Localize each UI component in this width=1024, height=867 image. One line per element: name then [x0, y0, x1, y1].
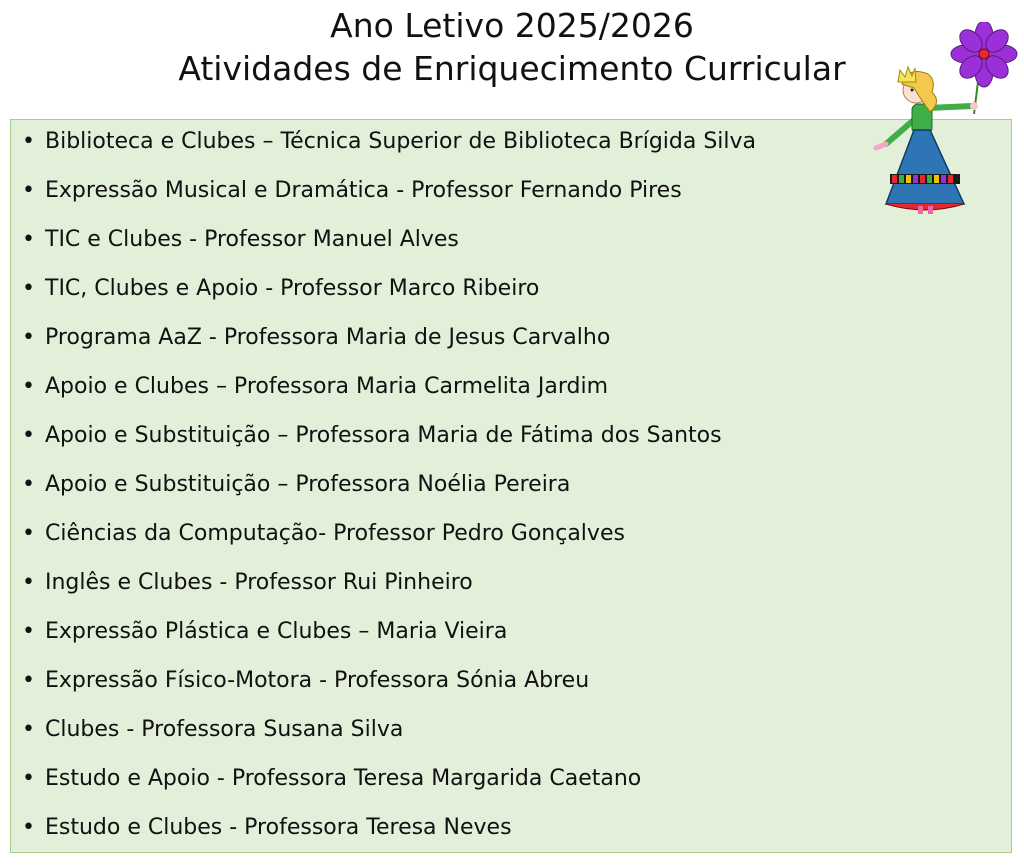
bullet-icon: • — [22, 276, 35, 301]
list-item-text: Expressão Físico-Motora - Professora Sónia Abreu — [45, 668, 590, 693]
bullet-icon: • — [22, 521, 35, 546]
activities-panel — [10, 119, 1012, 853]
list-item-text: Inglês e Clubes - Professor Rui Pinheiro — [45, 570, 473, 595]
list-item-text: Expressão Musical e Dramática - Professor Fernando Pires — [45, 178, 682, 203]
bullet-icon: • — [22, 423, 35, 448]
list-item-text: Apoio e Substituição – Professora Maria de Fátima dos Santos — [45, 423, 722, 448]
bullet-icon: • — [22, 766, 35, 791]
bullet-icon: • — [22, 472, 35, 497]
bullet-icon: • — [22, 227, 35, 252]
list-item-text: Expressão Plástica e Clubes – Maria Vieira — [45, 619, 508, 644]
list-item-text: Programa AaZ - Professora Maria de Jesus Carvalho — [45, 325, 611, 350]
list-item-text: Apoio e Clubes – Professora Maria Carmelita Jardim — [45, 374, 609, 399]
bullet-icon: • — [22, 717, 35, 742]
bullet-icon: • — [22, 129, 35, 154]
bullet-icon: • — [22, 815, 35, 840]
list-item-text: Estudo e Apoio - Professora Teresa Margarida Caetano — [45, 766, 642, 791]
list-item-text: Clubes - Professora Susana Silva — [45, 717, 404, 742]
bullet-icon: • — [22, 374, 35, 399]
list-item-text: TIC e Clubes - Professor Manuel Alves — [45, 227, 459, 252]
bullet-icon: • — [22, 178, 35, 203]
bullet-icon: • — [22, 668, 35, 693]
bullet-icon: • — [22, 570, 35, 595]
list-item-text: Ciências da Computação- Professor Pedro Gonçalves — [45, 521, 625, 546]
bullet-icon: • — [22, 619, 35, 644]
bullet-icon: • — [22, 325, 35, 350]
list-item-text: TIC, Clubes e Apoio - Professor Marco Ribeiro — [45, 276, 540, 301]
title-line-subject: Atividades de Enriquecimento Curricular — [178, 49, 846, 88]
list-item-text: Biblioteca e Clubes – Técnica Superior de Biblioteca Brígida Silva — [45, 129, 757, 154]
title-line-year: Ano Letivo 2025/2026 — [330, 6, 694, 45]
list-item-text: Apoio e Substituição – Professora Noélia Pereira — [45, 472, 571, 497]
list-item-text: Estudo e Clubes - Professora Teresa Neves — [45, 815, 512, 840]
girl-with-flower-icon — [868, 22, 1024, 216]
